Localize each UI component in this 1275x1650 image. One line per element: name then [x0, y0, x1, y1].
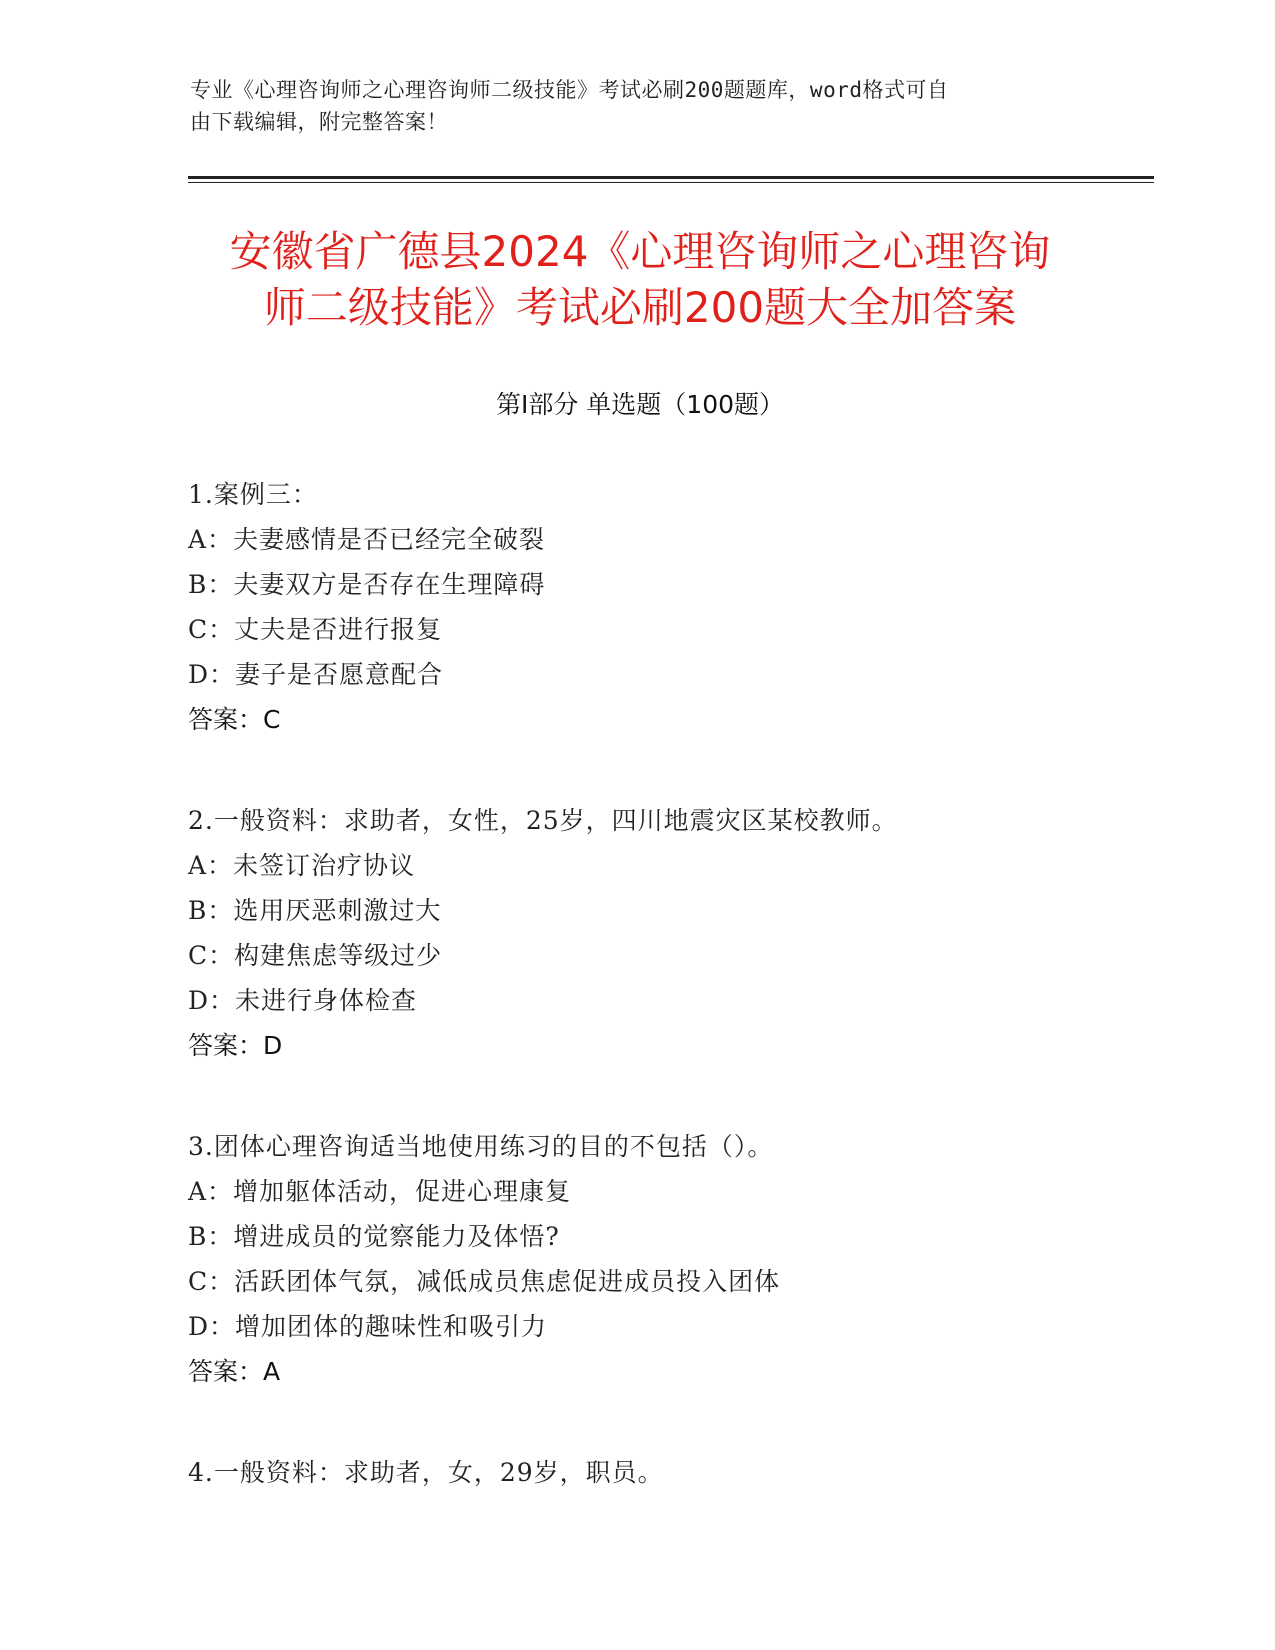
option-b: B：增进成员的觉察能力及体悟? — [188, 1222, 560, 1251]
header-note-line-2: 由下载编辑，附完整答案！ — [190, 110, 448, 134]
option-d: D：增加团体的趣味性和吸引力 — [188, 1312, 548, 1341]
option-a: A：未签订治疗协议 — [188, 851, 416, 880]
question-answer: 答案：A — [188, 1357, 281, 1386]
option-a: A：增加躯体活动，促进心理康复 — [188, 1177, 572, 1206]
document-title-line-1: 安徽省广德县2024《心理咨询师之心理咨询 — [229, 227, 1051, 276]
document-title — [160, 224, 1120, 336]
document-title-line-2: 师二级技能》考试必刷200题大全加答案 — [263, 283, 1017, 332]
question-item — [188, 472, 1168, 742]
question-stem: 3.团体心理咨询适当地使用练习的目的不包括（）。 — [188, 1132, 774, 1161]
option-d: D：未进行身体检查 — [188, 986, 418, 1015]
option-b: B：选用厌恶刺激过大 — [188, 896, 442, 925]
option-a: A：夫妻感情是否已经完全破裂 — [188, 525, 546, 554]
question-answer: 答案：D — [188, 1031, 283, 1060]
section-title: 第Ⅰ部分 单选题（100题） — [495, 390, 785, 419]
question-item — [188, 1124, 1168, 1394]
option-d: D：妻子是否愿意配合 — [188, 660, 444, 689]
question-stem: 1.案例三： — [188, 480, 318, 509]
option-c: C：活跃团体气氛，减低成员焦虑促进成员投入团体 — [188, 1267, 781, 1296]
question-answer: 答案：C — [188, 705, 281, 734]
header-divider-thin — [188, 182, 1154, 183]
header-divider-thick — [188, 176, 1154, 179]
option-b: B：夫妻双方是否存在生理障碍 — [188, 570, 546, 599]
question-stem: 4.一般资料：求助者，女，29岁，职员。 — [188, 1458, 664, 1487]
header-note-line-1: 专业《心理咨询师之心理咨询师二级技能》考试必刷200题题库，word格式可自 — [190, 78, 949, 102]
question-list — [188, 472, 1168, 1551]
option-c: C：构建焦虑等级过少 — [188, 941, 443, 970]
question-item — [188, 1450, 1168, 1495]
question-item — [188, 798, 1168, 1068]
option-c: C：丈夫是否进行报复 — [188, 615, 443, 644]
header-note — [190, 74, 1070, 138]
question-stem: 2.一般资料：求助者，女性，25岁，四川地震灾区某校教师。 — [188, 806, 898, 835]
